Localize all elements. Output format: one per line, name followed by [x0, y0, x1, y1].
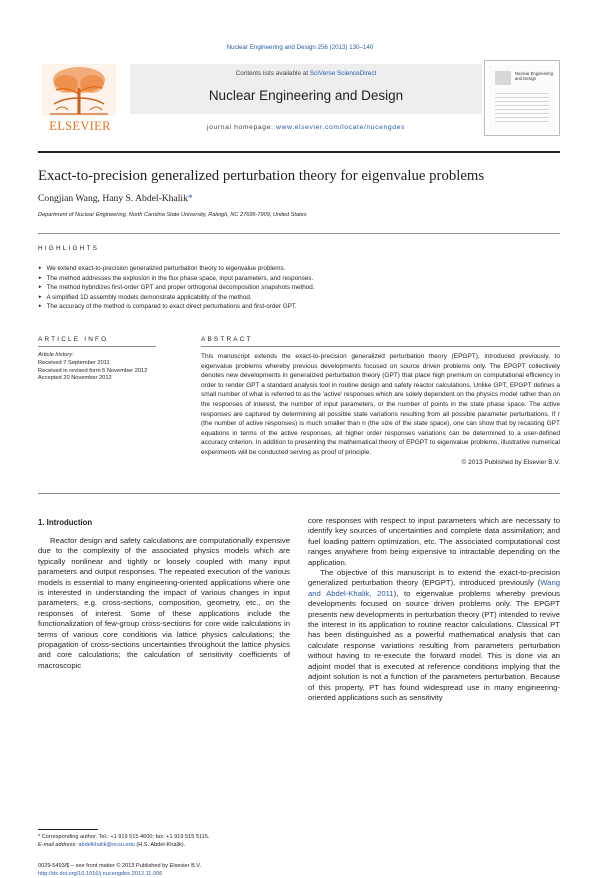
elsevier-wordmark: ELSEVIER: [49, 119, 111, 133]
citation-link[interactable]: Wang and Abdel-Khalik, 2011: [308, 578, 560, 598]
elsevier-logo: [38, 64, 120, 136]
homepage-prefix: journal homepage:: [207, 124, 276, 131]
email-note: [38, 841, 290, 849]
highlight-item: ► A simplified 1D assembly models demonstrate applicability of the method.: [38, 293, 560, 303]
article-info: [38, 352, 156, 383]
highlights-rule-top: [38, 233, 560, 234]
article-info-rule: [38, 346, 156, 347]
cover-logo-block: [495, 71, 511, 85]
journal-cover-thumbnail[interactable]: [484, 60, 560, 136]
history-revised: Received in revised form 5 November 2012: [38, 367, 148, 374]
corresponding-author-note: * Corresponding author. Tel.: +1 919 515 4600; fax: +1 919 515 5115.: [38, 834, 210, 840]
homepage-link[interactable]: www.elsevier.com/locate/nucengdes: [276, 124, 405, 131]
history-accepted: Accepted 20 November 2012: [38, 375, 112, 382]
abstract-rule: [201, 346, 560, 347]
history-received: Received 7 September 2011: [38, 359, 110, 366]
intro-text: The objective of this manuscript is to extend the exact-to-precision generalized perturbation theory (EPGPT), introduced previously (: [308, 568, 560, 588]
corresponding-author-mark[interactable]: *: [187, 193, 193, 204]
highlights-heading: HIGHLIGHTS: [38, 245, 100, 252]
intro-paragraph: core responses with respect to input parameters which are necessary to identify key sources of uncertainties and complete data assimilation; and fuel loading pattern optimization, etc. The associated computational cost ranges anywhere from being expensive to intractable depending on the application.: [308, 516, 560, 567]
email-suffix: (H.S. Abdel-Khalik).: [134, 842, 186, 848]
intro-text: ), to eigenvalue problems whereby previous developments focused on source driven problems only. The EPGPT presents new developments in perturbation theory (PT) intended to revive the interest in its application to routine reactor calculations. Classical PT has been distinguished as a powerful mathematical analysis that can calculate response variations resulting from parameters perturbation without having to re-execute the forward model. This is done via an adjoint model that is executed at reference conditions implying that the adjoint solution is not a function of the parameters perturbation. Because of this property, PT has found widespread use in many engineering-oriented applications such as sensitivity: [308, 588, 560, 702]
abstract-heading: ABSTRACT: [201, 336, 253, 343]
intro-right-column: [308, 516, 560, 703]
doi-link[interactable]: http://dx.doi.org/10.1016/j.nucengdes.2012.11.006: [38, 871, 163, 877]
cover-title: Nuclear Engineering and Design: [515, 71, 553, 81]
elsevier-tree-icon: [42, 64, 116, 116]
history-title: Article history:: [38, 352, 74, 358]
highlight-item: ► The method addresses the explosion in the flux phase space, input parameters, and responses.: [38, 274, 560, 284]
author-names: Congjian Wang, Hany S. Abdel-Khalik: [38, 193, 188, 204]
journal-title: Nuclear Engineering and Design: [208, 88, 404, 103]
highlight-item: ► We extend exact-to-precision generalized perturbation theory to eigenvalue problems.: [38, 264, 560, 274]
article-info-heading: ARTICLE INFO: [38, 336, 109, 343]
contents-banner: [130, 64, 482, 114]
contents-prefix: Contents lists available at: [235, 70, 310, 77]
email-link[interactable]: abdelkhalik@ncsu.edu: [78, 842, 135, 848]
footnotes: [38, 833, 290, 849]
footnote-rule: [38, 829, 98, 830]
intro-left-column: [38, 536, 290, 671]
authors: [38, 193, 560, 204]
journal-citation[interactable]: Nuclear Engineering and Design 256 (2013) 130–140: [226, 44, 374, 51]
abstract-text: This manuscript extends the exact-to-precision generalized perturbation theory (EPGPT), introduced previously, to eigenvalue problems whereby previous developments focused on source driven problems only. The EPGPT collectively denotes new developments in generalized perturbation theory (GPT) that place high premium on computational efficiency in order to render GPT a standard analysis tool in routine design and safety reactor calculations. Unlike GPT, EPGPT defines a small number of what is referred to as the 'active' responses which are solely dependent on the physics model rather than on the responses of interest, the number of input parameters, or the number of points in the state phase space. The active responses are captured by determining all possible state variations resulting from all possible parameter perturbations. If r (the number of active responses) is much smaller than n (the size of the state space), one can show that by recasting GPT equations in terms of the active responses, all higher order responses variations can be determined to a user-defined accuracy criterion. In addition to presenting the mathematical theory of EPGPT to eigenvalue problems, illustrative numerical experiments will be conducted serving as proof of principle.: [201, 353, 560, 456]
cover-text-lines: [495, 93, 549, 125]
contents-line: [130, 70, 482, 77]
cover-image: [489, 65, 555, 131]
highlight-item: ► The method hybridizes first-order GPT and proper orthogonal decomposition snapshots method.: [38, 283, 560, 293]
journal-masthead: [38, 58, 560, 142]
affiliation: Department of Nuclear Engineering, North Carolina State University, Raleigh, NC 27695-7909, United States: [38, 212, 307, 218]
intro-heading: 1. Introduction: [38, 518, 93, 527]
abstract: [201, 352, 560, 467]
abstract-rule-bottom: [38, 493, 560, 494]
highlights-list: [38, 264, 560, 312]
issn-line: 0029-5493/$ – see front matter © 2013 Published by Elsevier B.V.: [38, 863, 202, 869]
journal-homepage: [130, 124, 482, 131]
front-matter: [38, 862, 290, 878]
email-label: E-mail address:: [38, 842, 79, 848]
sciencedirect-link[interactable]: SciVerse ScienceDirect: [309, 70, 377, 77]
abstract-copyright: © 2013 Published by Elsevier B.V.: [461, 458, 560, 466]
masthead-rule: [38, 151, 560, 153]
paper-title: Exact-to-precision generalized perturbation theory for eigenvalue problems: [38, 168, 485, 184]
highlight-item: ► The accuracy of the method is compared to exact direct perturbations and first-order GPT.: [38, 302, 560, 312]
intro-paragraph: [308, 568, 560, 703]
intro-paragraph: Reactor design and safety calculations are computationally expensive due to the complexity of the associated physics models which are typically nonlinear and tightly or loosely coupled with many input parameters and output responses. The repeated execution of the various models is essential to many engineering-oriented applications where one is interested in understanding the impact of various changes in input parameters, e.g. cross-sections, composition, geometry, etc., on the responses of interest. Some of these applications include the functionalization of few-group cross-sections for core wide calculations in terms of various core conditions via lattice physics calculations; the propagation of cross-sections uncertainties throughout the lattice physics and core calculations; the calculation of sensitivity coefficients of macroscopic: [38, 536, 290, 670]
